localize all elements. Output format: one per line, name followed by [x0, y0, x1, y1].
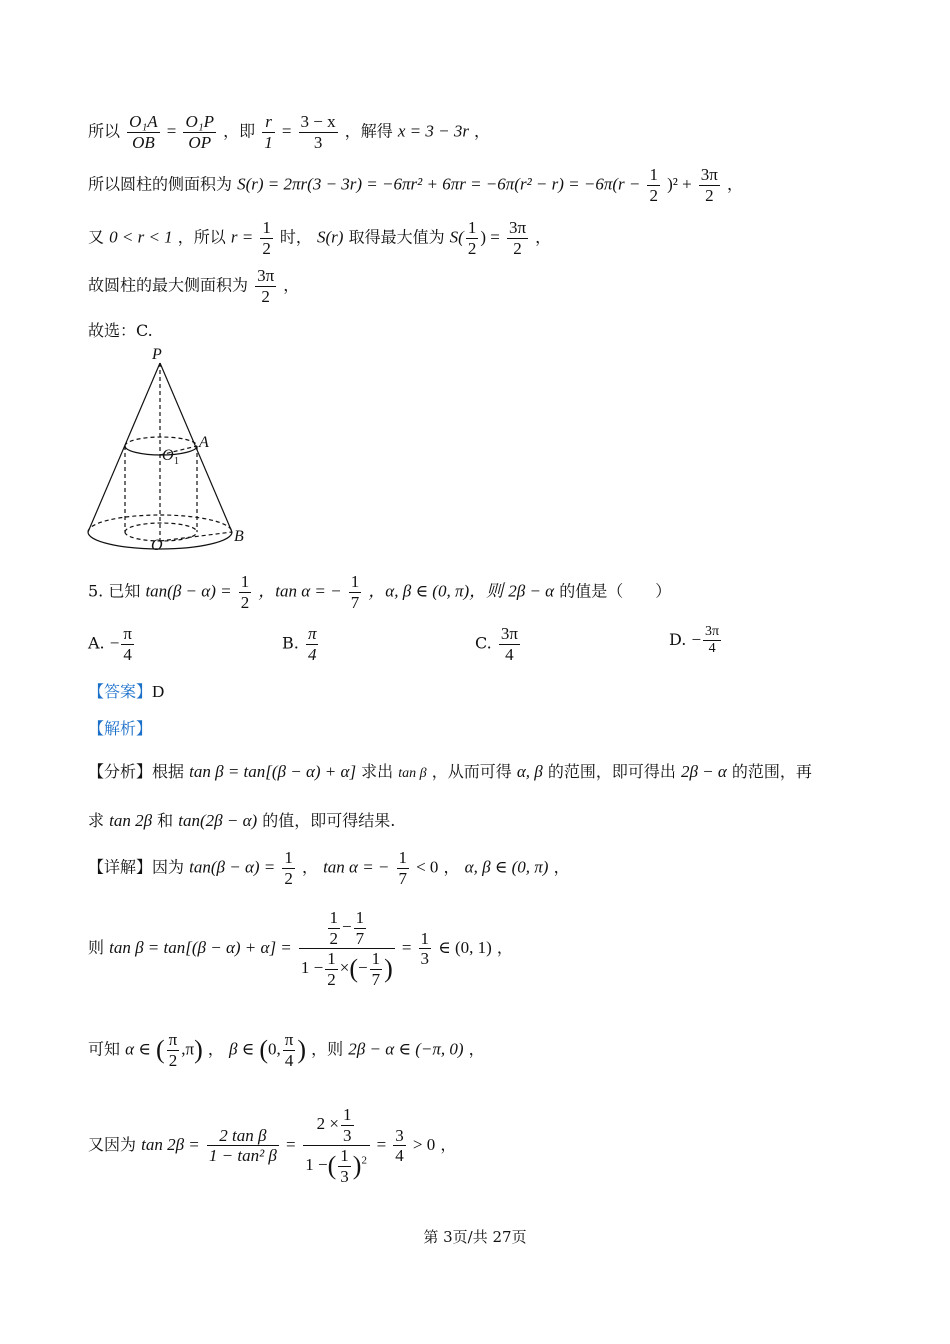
equals: = [166, 121, 177, 141]
formula: tan β [398, 766, 427, 781]
denominator: 4 [708, 641, 716, 657]
denominator: 4 [505, 644, 514, 664]
text: 所以圆柱的侧面积为 [88, 174, 233, 194]
numerator: 1 [350, 572, 360, 591]
answer-tag: 【答案】 [88, 682, 153, 701]
analysis-tag: 【解析】 [88, 719, 153, 738]
numerator: 1 [240, 572, 250, 591]
denominator: 3 [340, 1166, 349, 1186]
option-label: D. [669, 630, 687, 650]
formula: ) = [480, 227, 500, 247]
formula: tan β = tan[(β − α) + α] [189, 762, 357, 781]
compound-fraction [299, 908, 395, 989]
cone-cylinder-diagram [80, 345, 260, 560]
analysis-line [88, 716, 152, 739]
fraction-half [239, 572, 252, 612]
formula: 2β − α [508, 581, 555, 601]
calc-ranges [88, 1030, 485, 1070]
text: ， [440, 1135, 457, 1155]
paren: ( [349, 954, 358, 984]
denominator: 4 [307, 644, 317, 664]
formula: tan(2β − α) [178, 811, 258, 830]
text: 又因为 [88, 1135, 137, 1155]
option-fraction [703, 624, 721, 657]
denominator: OB [132, 132, 155, 152]
denominator: 7 [398, 868, 407, 888]
formula: > 0 [412, 1135, 436, 1155]
numerator: 3π [257, 266, 275, 285]
formula: tan 2β [109, 811, 153, 830]
denominator: 3 [313, 132, 323, 152]
numerator: 2 tan β [207, 1126, 279, 1147]
numerator: 1 [329, 908, 339, 927]
denominator: 4 [123, 644, 132, 664]
numerator: 1 [327, 949, 336, 969]
denominator: 7 [355, 928, 365, 948]
fraction-o1a-ob [127, 112, 160, 152]
text: ，从而可得 [431, 762, 512, 781]
formula: α, β [516, 762, 543, 781]
fraction-half [325, 949, 338, 989]
denominator: 2 [168, 1050, 178, 1070]
minus: − [342, 916, 352, 936]
fraction-r-1 [262, 112, 275, 152]
option-fraction [499, 624, 520, 664]
denominator: 2 [261, 286, 270, 306]
paren: ( [327, 1151, 337, 1181]
text: 所以 [88, 121, 121, 141]
text: 2 × [316, 1113, 340, 1133]
label-P: P [152, 346, 162, 363]
text: ， [301, 857, 318, 877]
answer-line [88, 679, 164, 702]
fraction-half [466, 218, 479, 258]
formula: S(r) = 2πr(3 − 3r) = −6πr² + 6πr = −6π(r² − r) = −6π(r − [237, 174, 641, 194]
fraction-3-4 [393, 1126, 406, 1166]
denominator: 4 [284, 1050, 294, 1070]
numerator: 1 [398, 848, 407, 867]
formula: α, β ∈ (0, π) [464, 857, 549, 877]
question-5 [88, 572, 671, 612]
text: ， [474, 121, 491, 141]
question-number: 5. 已知 [88, 581, 141, 601]
fraction-o1p-op [183, 112, 216, 152]
option-d[interactable] [669, 624, 723, 657]
paren: ) [352, 1151, 362, 1181]
formula: x = 3 − 3r [397, 121, 469, 141]
compound-denominator [299, 949, 395, 989]
equals: = [285, 1135, 296, 1155]
calc-tan-2beta [88, 1105, 456, 1186]
formula: )² + [667, 174, 692, 194]
numerator: 3π [703, 624, 721, 641]
sign: − [109, 633, 120, 653]
formula: tan(β − α) = [145, 581, 232, 601]
option-fraction [306, 624, 319, 664]
formula: tan α = − [323, 857, 390, 877]
exponent: 2 [361, 1154, 367, 1167]
compound-numerator [303, 1105, 370, 1146]
denominator: 3 [420, 949, 430, 969]
label-O1: O [162, 447, 174, 464]
compound-fraction [303, 1105, 370, 1186]
text: ，则 [311, 1039, 344, 1059]
formula: < 0 [416, 857, 439, 877]
text: 的范围，再 [731, 762, 812, 781]
calc-tan-beta [88, 908, 513, 989]
comma: , [276, 1039, 281, 1059]
numerator: 1 [262, 218, 271, 237]
text: 可知 [88, 1039, 121, 1059]
label-B: B [234, 528, 244, 545]
formula: α ∈ [125, 1039, 151, 1059]
text: ， [468, 1039, 485, 1059]
text: ，即 [223, 121, 256, 141]
numerator: 1 [420, 928, 430, 948]
fraction-half [328, 908, 341, 948]
fraction-3pi-2 [507, 218, 528, 258]
comma: , [181, 1039, 186, 1059]
denominator: 2 [329, 928, 339, 948]
numerator: r [262, 112, 275, 133]
text: 的范围，即可得出 [547, 762, 676, 781]
numerator: 3π [700, 165, 718, 184]
page-footer: 第 3页/共 27页 [423, 1228, 527, 1246]
text: 又 [88, 227, 105, 247]
formula: 0 < r < 1 [109, 227, 173, 247]
xiangjie-line [88, 848, 570, 888]
text: 则 [88, 938, 105, 958]
numerator: O₁P [185, 112, 215, 131]
fraction-3pi-2 [699, 165, 720, 205]
denominator: 2 [649, 185, 658, 205]
fraction-half [282, 848, 295, 888]
numerator: 1 [284, 848, 293, 867]
numerator: 3π [500, 624, 518, 643]
paren: ( [259, 1035, 269, 1065]
option-a[interactable] [88, 624, 136, 664]
text: ， [283, 275, 300, 295]
fraction-3-x [299, 112, 338, 152]
numerator: π [307, 624, 317, 643]
formula: tan β = tan[(β − α) + α] = [109, 938, 292, 958]
fraction-1-3 [338, 1146, 351, 1186]
text: 故圆柱的最大侧面积为 [88, 275, 249, 295]
formula: ，α, β ∈ (0, π)，则 [368, 581, 504, 601]
denominator: 7 [371, 969, 381, 989]
option-label: A. [88, 633, 105, 653]
option-label: C. [475, 633, 492, 653]
numerator: 1 [371, 949, 381, 969]
text: ， [553, 857, 570, 877]
numerator: 1 [649, 165, 658, 184]
numerator: 1 [355, 908, 365, 927]
denominator: 2 [284, 868, 293, 888]
denominator: 7 [350, 592, 360, 612]
fraction-pi-2 [167, 1030, 180, 1070]
numerator: π [123, 624, 132, 643]
fraction-half [647, 165, 660, 205]
text: 求出 [361, 762, 394, 781]
line-max-value [88, 218, 551, 258]
xiangjie-tag: 【详解】 [88, 857, 153, 877]
text: ， [443, 857, 460, 877]
numerator: 1 [340, 1146, 349, 1166]
formula: S( [449, 227, 464, 247]
fenxi-line-1 [88, 759, 812, 782]
text: ， [207, 1039, 224, 1059]
formula: 2β − α [680, 762, 727, 781]
text: 根据 [152, 762, 185, 781]
text: 1 − [300, 958, 324, 978]
numerator: π [284, 1030, 294, 1049]
numerator: 3 [395, 1125, 404, 1145]
equals: = [281, 121, 292, 141]
numerator: 3π [508, 218, 527, 237]
denominator: 2 [705, 185, 714, 205]
text: 和 [157, 811, 174, 830]
minus: − [357, 958, 368, 978]
times: × [339, 958, 350, 978]
denominator: 2 [262, 238, 271, 258]
fraction-pi-4 [283, 1030, 296, 1070]
fraction-1-3 [341, 1105, 354, 1145]
fraction-tan-formula [207, 1126, 279, 1166]
numerator: π [168, 1030, 178, 1049]
sign: − [691, 630, 702, 650]
text: 求 [88, 811, 105, 830]
text: ，解得 [344, 121, 393, 141]
text: ， [726, 174, 743, 194]
label-A: A [199, 434, 209, 451]
denominator: OP [188, 132, 212, 152]
numerator: 1 [467, 218, 477, 237]
compound-denominator [303, 1146, 370, 1186]
line-ratio [88, 112, 490, 152]
line-surface-area [88, 165, 743, 205]
label-O: O [151, 537, 163, 554]
text: 的值是（ ） [559, 581, 672, 601]
formula: r = [230, 227, 254, 247]
text: ，所以 [177, 227, 226, 247]
text: 故选：C. [88, 321, 153, 340]
label-O1-sub: 1 [174, 456, 179, 467]
line-max-area [88, 266, 299, 306]
formula: 2β − α ∈ (−π, 0) [348, 1039, 464, 1059]
denominator: 2 [240, 592, 250, 612]
formula: tan(β − α) = [189, 857, 276, 877]
paren: ) [297, 1035, 307, 1065]
formula: S(r) [317, 227, 344, 247]
text: ， [496, 938, 513, 958]
equals: = [401, 938, 412, 958]
text: 取得最大值为 [348, 227, 445, 247]
formula: tan 2β = [141, 1135, 200, 1155]
compound-numerator [299, 908, 395, 949]
formula: ，tan α = − [258, 581, 342, 601]
text: 的值，即可得结果. [262, 811, 396, 830]
pi: π [185, 1039, 195, 1059]
text: 因为 [152, 857, 185, 877]
fraction-1-7 [354, 908, 367, 948]
option-fraction [121, 624, 134, 664]
fraction-1-7 [397, 848, 410, 888]
paren: ) [384, 954, 393, 984]
fraction-1-3 [419, 929, 432, 969]
fenxi-line-2 [88, 808, 395, 831]
numerator: O₁A [129, 112, 158, 131]
text: 时， [279, 227, 312, 247]
text: ， [535, 227, 552, 247]
numerator: 1 [343, 1105, 352, 1124]
fenxi-tag: 【分析】 [88, 762, 153, 781]
denominator: 2 [467, 238, 477, 258]
denominator: 1 − tan² β [208, 1146, 277, 1166]
paren: ) [194, 1035, 203, 1065]
denominator: 1 [264, 132, 273, 152]
equals: = [376, 1135, 387, 1155]
denominator: 2 [513, 238, 522, 258]
formula: β ∈ [228, 1039, 255, 1059]
denominator: 4 [395, 1146, 404, 1166]
fraction-half [260, 218, 273, 258]
denominator: 3 [343, 1125, 352, 1145]
option-b[interactable] [282, 624, 320, 664]
fraction-1-7 [370, 949, 383, 989]
fraction-3pi-2 [255, 266, 276, 306]
fraction-1-7 [349, 572, 362, 612]
denominator: 2 [327, 969, 336, 989]
formula: ∈ (0, 1) [438, 938, 492, 958]
option-label: B. [282, 633, 299, 653]
line-choice [88, 318, 153, 341]
text: 1 − [305, 1155, 328, 1175]
paren: ( [155, 1035, 165, 1065]
numerator: 3 − x [300, 112, 336, 131]
zero: 0 [268, 1039, 277, 1059]
answer-value: D [152, 682, 165, 701]
option-c[interactable] [475, 624, 522, 664]
